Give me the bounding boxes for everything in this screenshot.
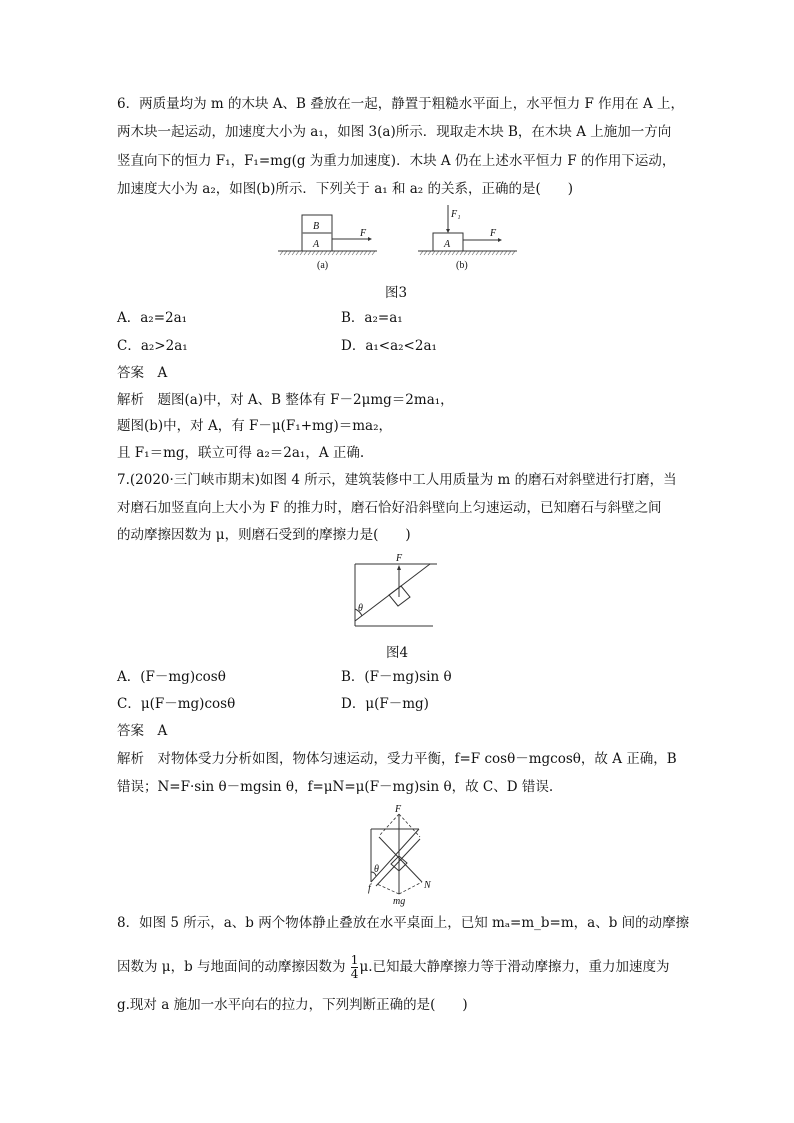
analysis-line: 解析 题图(a)中，对 A、B 整体有 F－2μmg＝2ma₁，: [117, 392, 454, 408]
q6-stem-line: 两木块一起运动，加速度大小为 a₁，如图 3(a)所示．现取走木块 B，在木块 A 上施加一方向: [117, 124, 672, 140]
q8-stem-line: g.现对 a 施加一水平向右的拉力，下列判断正确的是( ): [117, 997, 468, 1013]
label-f: f: [368, 883, 371, 894]
option-c: C．μ(F－mg)cosθ: [117, 696, 236, 712]
fraction-numerator: 1: [350, 953, 359, 967]
label-theta: θ: [374, 864, 379, 875]
option-b: B．a₂=a₁: [341, 310, 403, 326]
label-B: B: [313, 221, 320, 232]
figure-4: [330, 545, 470, 635]
q8-text: 因数为 μ，b 与地面间的动摩擦因数为: [117, 959, 346, 975]
option-d: D．μ(F－mg): [341, 696, 429, 712]
fraction-one-quarter: [351, 954, 359, 981]
fraction-denominator: 4: [350, 967, 359, 981]
analysis-line: 解析 对物体受力分析如图，物体匀速运动，受力平衡，f=F cosθ－mgcosθ，故 A 正确，B: [117, 751, 677, 767]
label-F: F: [490, 228, 497, 239]
label-F1: F₁: [451, 209, 461, 220]
q6-stem-line: 6．两质量均为 m 的木块 A、B 叠放在一起，静置于粗糙水平面上，水平恒力 F 作用在 A 上，: [117, 96, 685, 112]
q6-stem-line: 竖直向下的恒力 F₁，F₁=mg(g 为重力加速度)．木块 A 仍在上述水平恒力 F 的作用下运动，: [117, 153, 676, 169]
force-diagram: [330, 800, 470, 907]
q7-stem-line: 对磨石加竖直向上大小为 F 的推力时，磨石恰好沿斜壁向上匀速运动，已知磨石与斜壁之间: [117, 500, 662, 516]
q8-text: μ.已知最大静摩擦力等于滑动摩擦力，重力加速度为: [359, 959, 670, 975]
q8-stem-line: 8．如图 5 所示，a、b 两个物体静止叠放在水平桌面上，已知 mₐ=m_b=m，a、b 间的动摩擦: [117, 915, 690, 931]
label-F: F: [396, 553, 403, 564]
answer: 答案 A: [117, 723, 168, 739]
subfig-a-label: (a): [317, 260, 329, 271]
subfig-b-label: (b): [456, 260, 468, 271]
analysis-line: 且 F₁＝mg，联立可得 a₂＝2a₁，A 正确.: [117, 445, 365, 461]
label-N: N: [424, 880, 431, 891]
label-theta: θ: [358, 603, 363, 614]
figure-4-caption: 图4: [386, 645, 409, 661]
analysis-line: 错误；N=F·sin θ－mgsin θ，f=μN=μ(F－mg)sin θ，故 C、D 错误.: [117, 779, 554, 795]
label-F: F: [360, 228, 367, 239]
q8-stem-line: [117, 950, 670, 984]
q7-stem-line: 的动摩擦因数为 μ，则磨石受到的摩擦力是( ): [117, 527, 411, 543]
analysis-line: 题图(b)中，对 A，有 F－μ(F₁+mg)＝ma₂，: [117, 418, 392, 434]
option-a: A．(F－mg)cosθ: [117, 669, 226, 685]
q6-stem-line: 加速度大小为 a₂，如图(b)所示．下列关于 a₁ 和 a₂ 的关系，正确的是( ): [117, 181, 574, 197]
option-d: D．a₁<a₂<2a₁: [341, 338, 437, 354]
option-c: C．a₂>2a₁: [117, 338, 188, 354]
label-A: A: [444, 239, 451, 250]
figure-3-caption: 图3: [385, 285, 408, 301]
q7-stem-line: 7.(2020·三门峡市期末)如图 4 所示，建筑装修中工人用质量为 m 的磨石对斜壁进行打磨，当: [117, 472, 677, 488]
label-A: A: [313, 239, 320, 250]
figure-3: [270, 200, 530, 280]
label-mg: mg: [393, 896, 406, 907]
answer: 答案 A: [117, 365, 168, 381]
label-F: F: [395, 804, 402, 815]
option-a: A．a₂=2a₁: [117, 310, 188, 326]
option-b: B．(F－mg)sin θ: [341, 669, 452, 685]
